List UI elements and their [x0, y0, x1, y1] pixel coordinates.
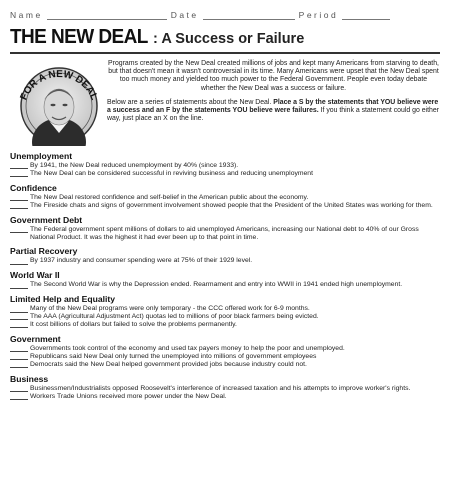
answer-blank[interactable]	[10, 345, 28, 352]
statement-item	[10, 281, 440, 289]
section-title: Government	[10, 333, 61, 344]
statement-item	[10, 162, 440, 170]
statement-text: Governments took control of the economy and used tax payers money to help the poor and unemployed.	[30, 344, 345, 352]
name-line[interactable]	[47, 10, 167, 20]
section-title: Limited Help and Equality	[10, 294, 116, 305]
answer-blank[interactable]	[10, 385, 28, 392]
statement-text: The AAA (Agricultural Adjustment Act) quotas led to millions of poor black farmers being evicted.	[30, 313, 319, 321]
section-title: Government Debt	[10, 214, 83, 225]
intro-text	[107, 60, 440, 146]
statement-item	[10, 321, 440, 329]
title-divider	[10, 52, 440, 54]
statement-item	[10, 361, 440, 369]
date-line[interactable]	[203, 10, 295, 20]
new-deal-badge	[10, 60, 107, 146]
section-confidence	[10, 183, 440, 210]
answer-blank[interactable]	[10, 321, 28, 328]
section-title: Partial Recovery	[10, 246, 78, 257]
statement-item	[10, 313, 440, 321]
statement-item	[10, 345, 440, 353]
section-business	[10, 374, 440, 401]
period-label: Period	[298, 10, 339, 20]
title-sub: : A Success or Failure	[153, 31, 305, 47]
statement-item	[10, 353, 440, 361]
statement-text: The New Deal restored confidence and self-belief in the American public about the economy.	[30, 193, 309, 201]
statement-text: The Federal government spent millions of dollars to aid unemployed Americans, increasing our National debt to 40% of our Gross National Product. It was the highest it had ever been up to that point in time.	[30, 225, 419, 241]
date-label: Date	[170, 10, 199, 20]
statement-item	[10, 226, 440, 242]
section-title: Confidence	[10, 182, 57, 193]
section-title: Unemployment	[10, 151, 73, 161]
statement-item	[10, 385, 440, 393]
title-main: THE NEW DEAL	[10, 26, 148, 48]
section-limited-help	[10, 294, 440, 329]
statement-item	[10, 257, 440, 265]
section-government-debt	[10, 215, 440, 242]
statement-text: By 1937 industry and consumer spending were at 75% of their 1929 level.	[30, 257, 253, 265]
section-partial-recovery	[10, 246, 440, 265]
statement-text: Republicans said New Deal only turned the unemployed into millions of government employees	[30, 352, 317, 360]
statement-item	[10, 194, 440, 202]
section-title: World War II	[10, 270, 60, 281]
statement-text: The New Deal can be considered successful in reviving business and reducing unemployment	[30, 169, 313, 177]
name-label: Name	[10, 10, 43, 20]
answer-blank[interactable]	[10, 305, 28, 312]
statement-item	[10, 170, 440, 178]
instruction-lead: Below are a series of statements about the New Deal.	[107, 98, 274, 106]
worksheet-page	[10, 4, 440, 496]
statement-item	[10, 202, 440, 210]
statement-item	[10, 393, 440, 401]
section-government	[10, 334, 440, 369]
statement-text: Businessmen/Industrialists opposed Roosevelt's interference of increased taxation and his attempts to improve worker's rights.	[30, 384, 411, 392]
answer-blank[interactable]	[10, 353, 28, 360]
fdr-portrait-badge-icon	[10, 60, 107, 146]
answer-blank[interactable]	[10, 162, 28, 169]
answer-blank[interactable]	[10, 194, 28, 201]
intro-paragraph-2	[107, 99, 440, 124]
statement-text: By 1941, the New Deal reduced unemployment by 40% (since 1933).	[30, 162, 239, 169]
answer-blank[interactable]	[10, 202, 28, 209]
student-header	[10, 4, 440, 20]
section-title: Business	[10, 373, 49, 384]
statement-text: Democrats said the New Deal helped government provided jobs because industry could not.	[30, 360, 307, 368]
intro-block	[10, 60, 440, 146]
answer-blank[interactable]	[10, 361, 28, 368]
page-title	[10, 26, 440, 49]
answer-blank[interactable]	[10, 226, 28, 233]
statement-text: The Fireside chats and signs of government involvement showed people that the President of the United States was working for them.	[30, 201, 433, 209]
section-world-war-ii	[10, 270, 440, 289]
answer-blank[interactable]	[10, 281, 28, 288]
answer-blank[interactable]	[10, 393, 28, 400]
intro-paragraph-1: Programs created by the New Deal created millions of jobs and kept many Americans from starving to death, but that doesn't mean it wasn't controversial in its time. Many Americans were upset that the New Deal spent too much money and yielded too much power to the Federal Government. People even today debate whether the New Deal was a success or failure.	[108, 60, 439, 92]
statement-text: The Second World War is why the Depression ended. Rearmament and entry into WWII in 1941 ended high unemployment.	[30, 281, 403, 289]
statement-item	[10, 305, 440, 313]
answer-blank[interactable]	[10, 313, 28, 320]
period-line[interactable]	[342, 10, 390, 20]
statement-text: It cost billions of dollars but failed to solve the problems permanently.	[30, 321, 237, 329]
statement-text: Workers Trade Unions received more power under the New Deal.	[30, 392, 227, 400]
section-unemployment	[10, 151, 440, 178]
answer-blank[interactable]	[10, 257, 28, 264]
statement-text: Many of the New Deal programs were only temporary - the CCC offered work for 6-9 months.	[30, 305, 310, 313]
instruction-bold: Place a S by the statements that YOU believe were a success and an F by the statements YOU believe were failures.	[107, 98, 439, 115]
instruction-tail: If you think a statement could go either way, just place an X on the line.	[107, 107, 439, 123]
badge-text: FOR A NEW DEAL	[18, 68, 100, 102]
answer-blank[interactable]	[10, 170, 28, 177]
